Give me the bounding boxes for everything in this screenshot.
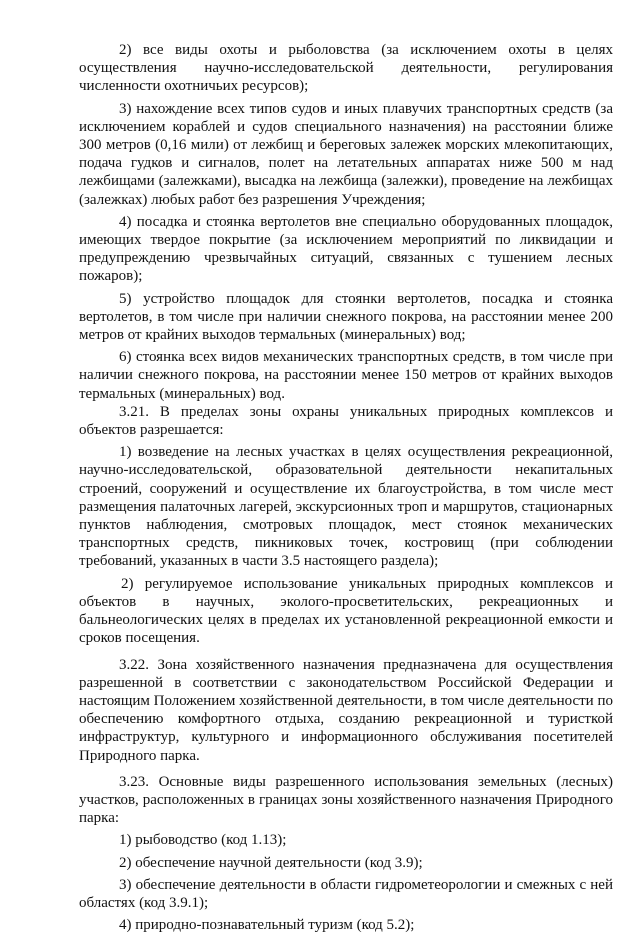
paragraph-3-23-item-3: 3) обеспечение деятельности в области гидрометеорологии и смежных с ней областях (код 3.9.1); — [79, 876, 613, 911]
paragraph-3-21-item-1: 1) возведение на лесных участках в целях осуществления рекреационной, научно-исследовательской, образовательной деятельности некапитальных строений, сооружений и осуществление их благоустройства, в том числе мест размещения палаточных лагерей, экскурсионных троп и маршрутов, стационарных пунктов наблюдения, смотровых площадок, мест стоянок механических транспортных средств, пикниковых точек, костровищ (при соблюдении требований, указанных в части 3.5 настоящего раздела); — [79, 444, 613, 570]
paragraph-section-3-23: 3.23. Основные виды разрешенного использования земельных (лесных) участков, расположенных в границах зоны хозяйственного назначения Природного парка: — [79, 773, 613, 827]
paragraph-item-6-vehicles: 6) стоянка всех видов механических транспортных средств, в том числе при наличии снежного покрова, на расстоянии менее 150 метров от крайних выходов термальных (минеральных) вод. — [79, 349, 613, 402]
paragraph-item-3-vessels: 3) нахождение всех типов судов и иных плавучих транспортных средств (за исключением кораблей и судов специального назначения) на расстоянии ближе 300 метров (0,16 мили) от лежбищ и береговых залежек морских млекопитающих, подача гудков и сигналов, полет на летательных аппаратах ниже 500 м над лежбищами (залежками), высадка на лежбища (залежки), проведение на лежбищах (залежках) любых работ без разрешения Учреждения; — [79, 100, 613, 208]
paragraph-section-3-22: 3.22. Зона хозяйственного назначения предназначена для осуществления разрешенной в соответствии с законодательством Российской Федерации и настоящим Положением хозяйственной деятельности, в том числе деятельности по обеспечению комфортного отдыха, созданию рекреационной и туристкой инфраструктур, культурного и информационного обслуживания посетителей Природного парка. — [79, 656, 613, 764]
document-page — [79, 41, 613, 934]
paragraph-3-21-item-2: 2) регулируемое использование уникальных природных комплексов и объектов в научных, эколого-просветительских, рекреационных и бальнеологических целях в пределах их установленной рекреационной емкости и сроков посещения. — [79, 575, 613, 647]
paragraph-item-5-helipads: 5) устройство площадок для стоянки вертолетов, посадка и стоянка вертолетов, в том числе при наличии снежного покрова, на расстоянии менее 200 метров от крайних выходов термальных (минеральных) вод; — [79, 290, 613, 344]
paragraph-item-2-hunting-fishing: 2) все виды охоты и рыболовства (за исключением охоты в целях осуществления научно-исследовательской деятельности, регулирования численности охотничьих ресурсов); — [79, 42, 613, 95]
paragraph-item-4-helicopter-landing: 4) посадка и стоянка вертолетов вне специально оборудованных площадок, имеющих твердое покрытие (за исключением мероприятий по ликвидации и предупреждению чрезвычайных ситуаций, связанных с тушением лесных пожаров); — [79, 213, 613, 285]
paragraph-3-23-item-4: 4) природно-познавательный туризм (код 5.2); — [119, 917, 415, 934]
paragraph-section-3-21: 3.21. В пределах зоны охраны уникальных природных комплексов и объектов разрешается: — [79, 403, 613, 439]
paragraph-3-23-item-2: 2) обеспечение научной деятельности (код 3.9); — [119, 854, 423, 871]
paragraph-3-23-item-1: 1) рыбоводство (код 1.13); — [119, 832, 287, 849]
